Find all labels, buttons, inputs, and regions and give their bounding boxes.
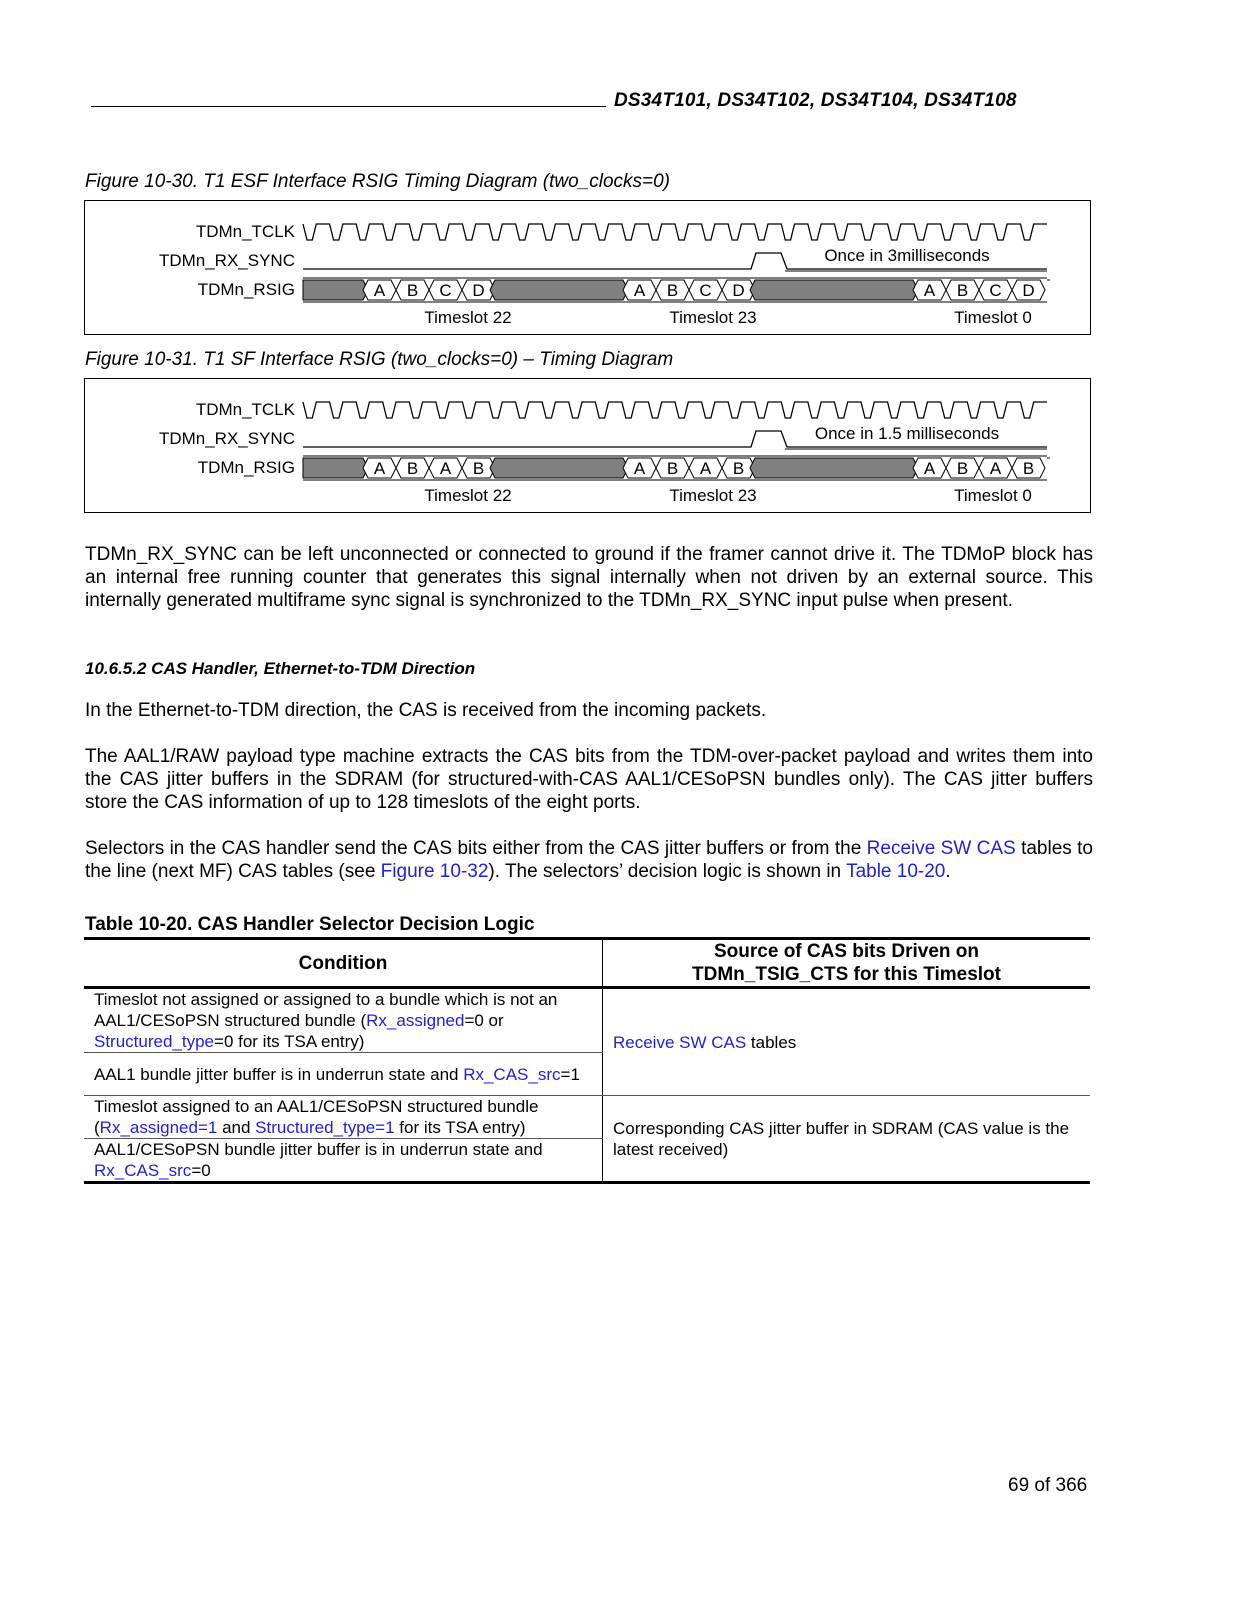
- clock-waveform: [303, 224, 1047, 240]
- link-rx-cas-src[interactable]: Rx_CAS_src: [94, 1161, 192, 1180]
- timing-diagram-svg: [85, 201, 1090, 334]
- cas-bit-label: A: [923, 459, 936, 478]
- text-run: and: [217, 1118, 256, 1137]
- text-run: for its TSA entry): [394, 1118, 526, 1137]
- signal-label-rx-sync: TDMn_RX_SYNC: [158, 429, 295, 448]
- timing-diagram-svg: [85, 379, 1090, 512]
- cas-bit-label: C: [699, 281, 712, 300]
- cas-bit-label: A: [699, 459, 712, 478]
- cas-bit-label: D: [472, 281, 485, 300]
- link-table-10-20[interactable]: Table 10-20: [846, 861, 946, 882]
- text-run: tables: [746, 1032, 797, 1052]
- signal-label-rsig: TDMn_RSIG: [197, 280, 295, 299]
- cas-bit-label: B: [1022, 459, 1035, 478]
- cas-bit-label: D: [732, 281, 745, 300]
- cas-bit-label: B: [406, 281, 419, 300]
- text-run: Selectors in the CAS handler send the CAS bits either from the CAS jitter buffers or from the: [85, 838, 867, 859]
- timeslot-label: Timeslot 23: [669, 308, 757, 327]
- cas-bit-label: A: [923, 281, 936, 300]
- condition-cell: [84, 1053, 603, 1096]
- text-run: =0: [191, 1161, 211, 1180]
- sync-note-label: Once in 1.5 milliseconds: [814, 424, 1000, 443]
- text-run: AAL1/CESoPSN bundle jitter buffer is in underrun state and: [94, 1140, 543, 1159]
- cas-bit-label: A: [373, 281, 386, 300]
- signal-label-rx-sync: TDMn_RX_SYNC: [158, 251, 295, 270]
- cas-bit-label: A: [633, 281, 646, 300]
- table-row: [84, 988, 1090, 1053]
- undefined-bus-segment: [490, 280, 628, 300]
- signal-label-rsig: TDMn_RSIG: [197, 458, 295, 477]
- link-receive-sw-cas-table[interactable]: Receive SW CAS: [613, 1032, 747, 1052]
- column-header-source: [603, 939, 1091, 988]
- cas-decision-table: [84, 937, 1090, 1184]
- column-header-condition: Condition: [84, 939, 603, 988]
- condition-cell: [84, 1096, 603, 1139]
- text-run: =0 for its TSA entry): [214, 1032, 365, 1051]
- cas-bit-label: B: [956, 281, 969, 300]
- text-run: Timeslot not assigned or assigned to a bundle which is not an AAL1/CESoPSN structured bundle (: [94, 990, 558, 1030]
- page-number: 69 of 366: [1008, 1475, 1088, 1496]
- figure-caption-10-31: Figure 10-31. T1 SF Interface RSIG (two_clocks=0) – Timing Diagram: [85, 349, 674, 370]
- paragraph-payload-machine: The AAL1/RAW payload type machine extracts the CAS bits from the TDM-over-packet payload and writes them into the CAS jitter buffers in the SDRAM (for structured-with-CAS AAL1/CESoPSN bundles only). The CAS jitter buffers store the CAS information of up to 128 timeslots of the eight ports.: [85, 746, 1093, 813]
- document-title: DS34T101, DS34T102, DS34T104, DS34T108: [614, 90, 1017, 111]
- cas-bit-label: B: [732, 459, 745, 478]
- source-cell: [603, 988, 1091, 1096]
- text-run: tables to the line (next MF) CAS tables (see: [85, 838, 1093, 882]
- link-figure-10-32[interactable]: Figure 10-32: [380, 861, 489, 882]
- timeslot-label: Timeslot 22: [424, 308, 512, 327]
- timeslot-label: Timeslot 22: [424, 486, 512, 505]
- link-rx-assigned[interactable]: Rx_assigned=1: [99, 1118, 218, 1137]
- cas-bit-label: D: [1022, 281, 1035, 300]
- section-heading: 10.6.5.2 CAS Handler, Ethernet-to-TDM Direction: [85, 659, 476, 678]
- undefined-bus-segment: [750, 458, 918, 478]
- cas-bit-label: B: [666, 459, 679, 478]
- text-run: AAL1 bundle jitter buffer is in underrun state and: [94, 1064, 464, 1084]
- link-rx-cas-src[interactable]: Rx_CAS_src: [463, 1064, 561, 1084]
- text-run: Timeslot assigned to an AAL1/CESoPSN structured bundle (: [94, 1097, 539, 1137]
- timeslot-label: Timeslot 23: [669, 486, 757, 505]
- condition-cell: [84, 1139, 603, 1183]
- cas-bit-label: A: [439, 459, 452, 478]
- text-run: =1: [560, 1064, 580, 1084]
- table-header-row: [84, 939, 1090, 988]
- cas-bit-label: C: [989, 281, 1002, 300]
- link-receive-sw-cas[interactable]: Receive SW CAS: [866, 838, 1016, 859]
- signal-label-tclk: TDMn_TCLK: [195, 222, 295, 241]
- sync-note-label: Once in 3milliseconds: [824, 246, 990, 265]
- undefined-bus-segment: [750, 280, 918, 300]
- table-row: [84, 1096, 1090, 1139]
- cas-bit-label: B: [666, 281, 679, 300]
- table-caption: Table 10-20. CAS Handler Selector Decision Logic: [85, 914, 535, 935]
- cas-bit-label: A: [633, 459, 646, 478]
- undefined-bus-segment: [490, 458, 628, 478]
- cas-bit-label: A: [989, 459, 1002, 478]
- signal-label-tclk: TDMn_TCLK: [195, 400, 295, 419]
- timing-diagram-sf: [84, 378, 1091, 513]
- figure-caption-10-30: Figure 10-30. T1 ESF Interface RSIG Timing Diagram (two_clocks=0): [85, 171, 671, 192]
- text-run: ). The selectors’ decision logic is shown in: [488, 861, 847, 882]
- source-cell: Corresponding CAS jitter buffer in SDRAM (CAS value is the latest received): [603, 1096, 1091, 1183]
- clock-waveform: [303, 402, 1047, 418]
- timeslot-label: Timeslot 0: [954, 308, 1032, 327]
- timeslot-label: Timeslot 0: [954, 486, 1032, 505]
- paragraph-eth-to-tdm: In the Ethernet-to-TDM direction, the CAS is received from the incoming packets.: [85, 700, 767, 721]
- cas-bit-label: A: [373, 459, 386, 478]
- link-structured-type[interactable]: Structured_type=1: [255, 1118, 395, 1137]
- link-structured-type[interactable]: Structured_type: [94, 1032, 215, 1051]
- cas-bit-label: B: [472, 459, 485, 478]
- timing-diagram-esf: [84, 200, 1091, 335]
- header-rule: [91, 106, 606, 107]
- cas-bit-label: C: [439, 281, 452, 300]
- header-line: Source of CAS bits Driven on: [714, 941, 979, 962]
- undefined-bus-segment: [303, 280, 368, 300]
- paragraph-selectors: [85, 837, 1093, 883]
- header-line: TDMn_TSIG_CTS for this Timeslot: [692, 964, 1001, 985]
- cas-bit-label: B: [406, 459, 419, 478]
- cas-bit-label: B: [956, 459, 969, 478]
- text-run: .: [945, 861, 951, 882]
- condition-cell: [84, 988, 603, 1053]
- undefined-bus-segment: [303, 458, 368, 478]
- text-run: =0 or: [464, 1011, 504, 1030]
- link-rx-assigned[interactable]: Rx_assigned: [366, 1011, 465, 1030]
- paragraph-rx-sync: TDMn_RX_SYNC can be left unconnected or connected to ground if the framer cannot drive it. The TDMoP block has an internal free running counter that generates this signal internally when not driven by an external source. This internally generated multiframe sync signal is synchronized to the TDMn_RX_SYNC input pulse when present.: [85, 544, 1093, 611]
